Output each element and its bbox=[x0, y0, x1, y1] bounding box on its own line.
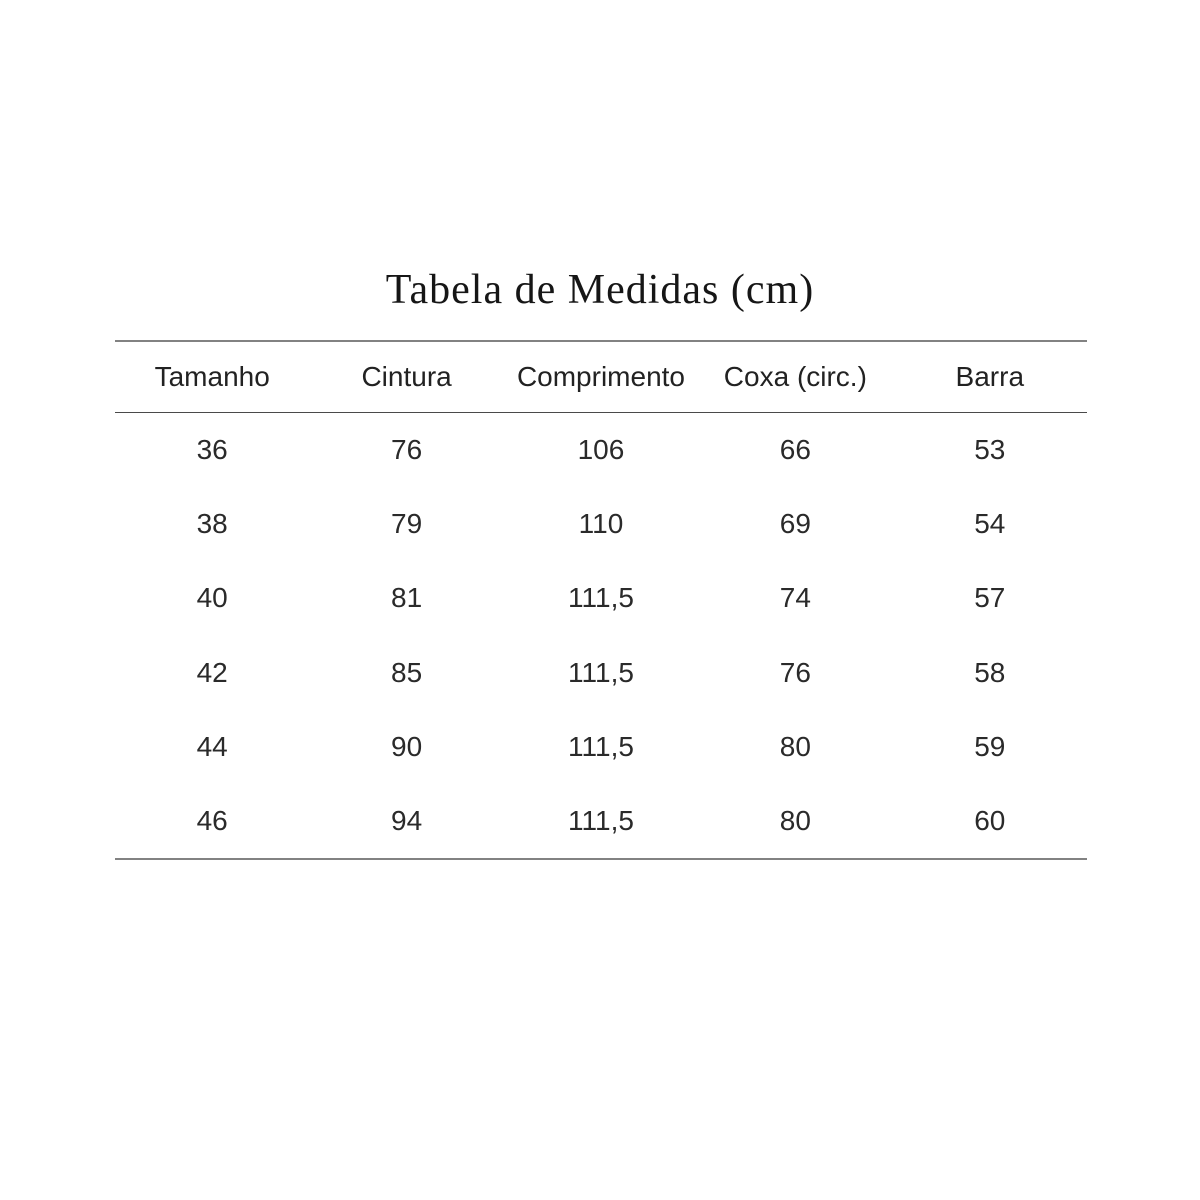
table-row-size-44 bbox=[115, 710, 1087, 785]
cell-cintura: 81 bbox=[391, 582, 423, 614]
table-header-row bbox=[115, 341, 1087, 412]
cell-size: 38 bbox=[196, 507, 228, 539]
cell-size: 44 bbox=[196, 731, 228, 763]
cell-coxa: 74 bbox=[779, 582, 811, 614]
cell-barra: 57 bbox=[974, 582, 1006, 614]
cell-cintura: 85 bbox=[391, 656, 423, 688]
column-header-tamanho: Tamanho bbox=[154, 360, 270, 392]
column-header-barra: Barra bbox=[955, 360, 1025, 392]
table-row-size-38 bbox=[115, 487, 1087, 562]
table-row-size-42 bbox=[115, 636, 1087, 711]
cell-comprimento: 111,5 bbox=[568, 656, 634, 688]
cell-barra: 53 bbox=[974, 433, 1006, 465]
measurements-table bbox=[115, 340, 1087, 860]
cell-comprimento: 111,5 bbox=[568, 731, 634, 763]
cell-barra: 60 bbox=[974, 805, 1006, 837]
cell-coxa: 76 bbox=[779, 656, 811, 688]
table-row-size-40 bbox=[115, 561, 1087, 636]
cell-size: 40 bbox=[196, 582, 228, 614]
cell-barra: 54 bbox=[974, 507, 1006, 539]
table-row-size-36 bbox=[115, 412, 1087, 487]
cell-coxa: 80 bbox=[779, 805, 811, 837]
column-header-comprimento: Comprimento bbox=[516, 360, 685, 392]
cell-coxa: 80 bbox=[779, 731, 811, 763]
cell-size: 46 bbox=[196, 805, 228, 837]
cell-size: 42 bbox=[196, 656, 228, 688]
cell-cintura: 90 bbox=[391, 731, 423, 763]
page-title: Tabela de Medidas (cm) bbox=[385, 267, 815, 313]
column-header-coxa: Coxa (circ.) bbox=[723, 360, 867, 392]
table-header bbox=[115, 341, 1087, 412]
cell-barra: 58 bbox=[974, 656, 1006, 688]
cell-cintura: 94 bbox=[391, 805, 423, 837]
table-row-size-46 bbox=[115, 785, 1087, 860]
cell-size: 36 bbox=[196, 433, 228, 465]
cell-comprimento: 111,5 bbox=[568, 805, 634, 837]
column-header-cintura: Cintura bbox=[361, 360, 452, 392]
cell-cintura: 79 bbox=[391, 507, 423, 539]
cell-comprimento: 106 bbox=[577, 433, 625, 465]
cell-barra: 59 bbox=[974, 731, 1006, 763]
cell-comprimento: 111,5 bbox=[568, 582, 634, 614]
cell-coxa: 69 bbox=[779, 507, 811, 539]
cell-cintura: 76 bbox=[391, 433, 423, 465]
cell-comprimento: 110 bbox=[578, 507, 624, 539]
table-body bbox=[115, 412, 1087, 859]
cell-coxa: 66 bbox=[779, 433, 811, 465]
